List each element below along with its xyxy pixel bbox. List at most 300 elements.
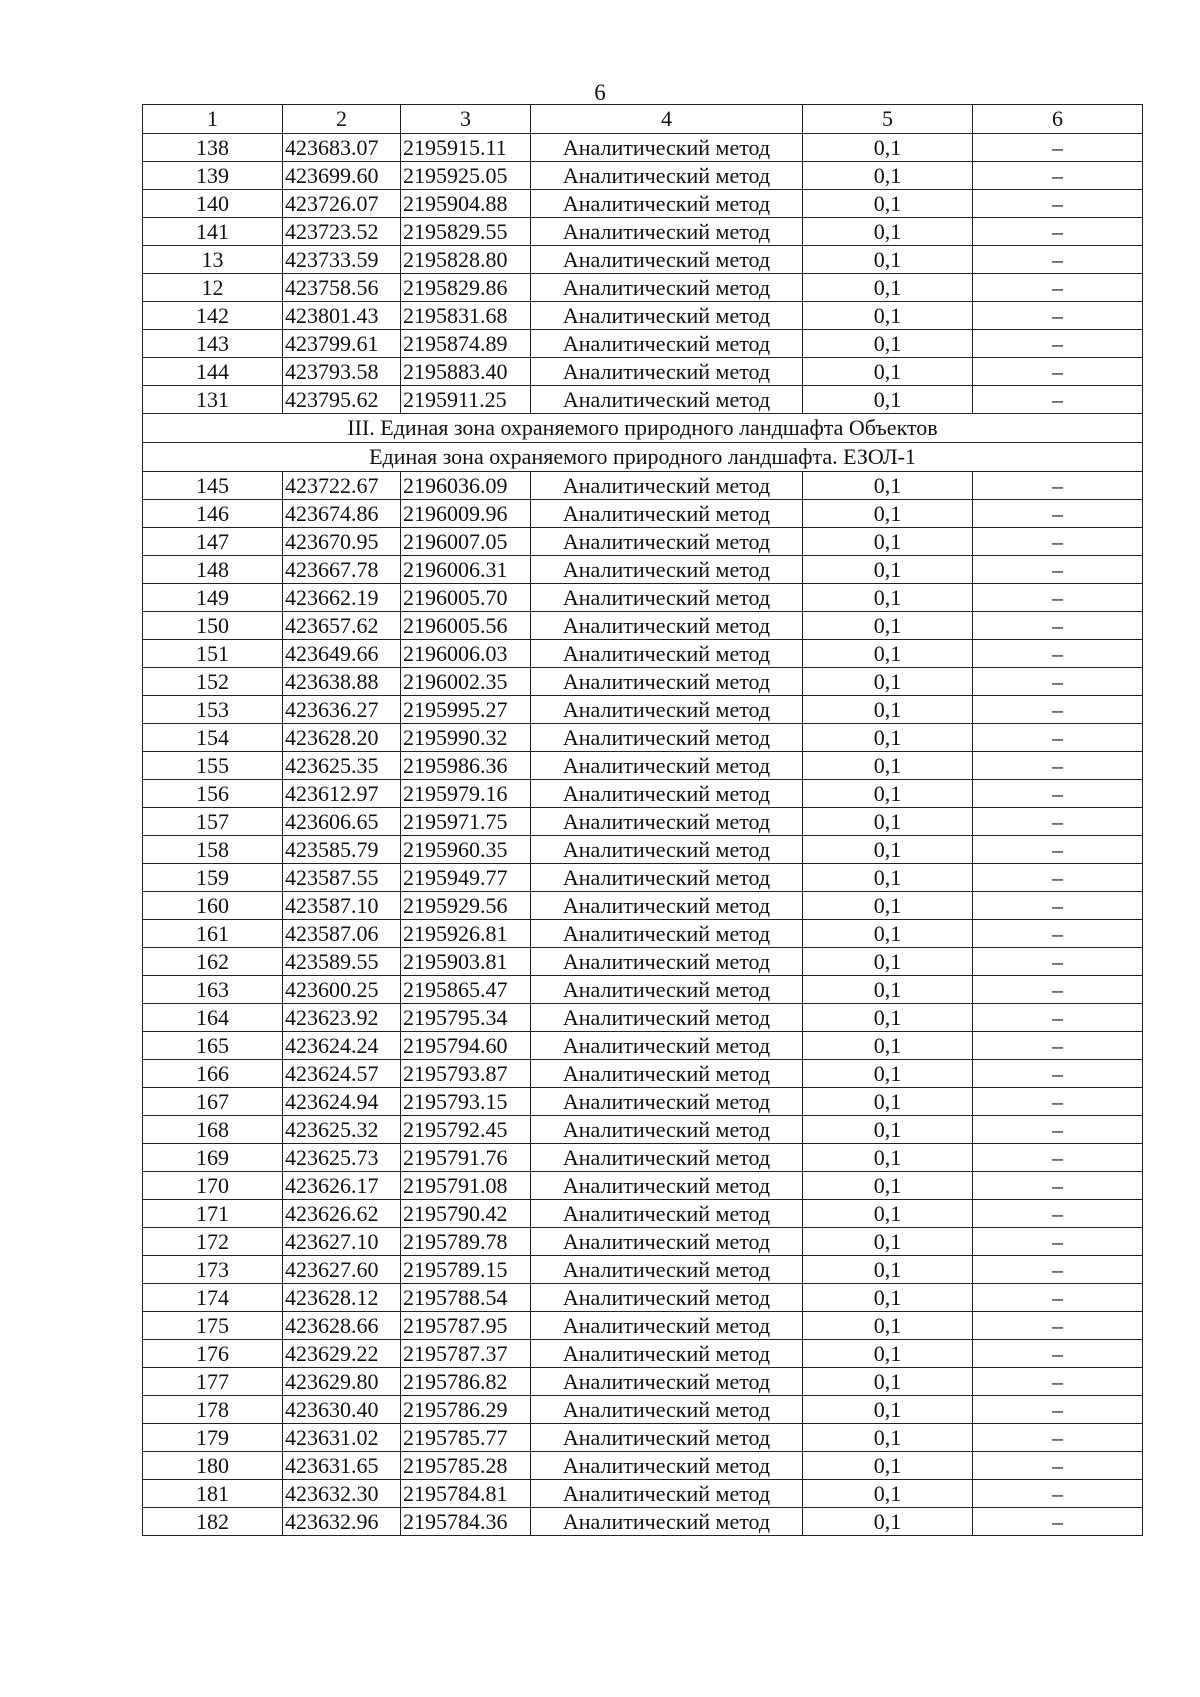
column-header-3: 3 bbox=[401, 105, 531, 134]
x-coordinate-cell: 423589.55 bbox=[283, 948, 401, 976]
x-coordinate-cell: 423726.07 bbox=[283, 190, 401, 218]
column-header-5: 5 bbox=[803, 105, 973, 134]
x-coordinate-cell: 423612.97 bbox=[283, 780, 401, 808]
note-cell: – bbox=[973, 836, 1143, 864]
y-coordinate-cell: 2195793.87 bbox=[401, 1060, 531, 1088]
note-cell: – bbox=[973, 1424, 1143, 1452]
y-coordinate-cell: 2195793.15 bbox=[401, 1088, 531, 1116]
table-row bbox=[143, 1452, 1143, 1480]
note-cell: – bbox=[973, 976, 1143, 1004]
x-coordinate-cell: 423683.07 bbox=[283, 134, 401, 162]
y-coordinate-cell: 2195792.45 bbox=[401, 1116, 531, 1144]
x-coordinate-cell: 423699.60 bbox=[283, 162, 401, 190]
y-coordinate-cell: 2195829.86 bbox=[401, 274, 531, 302]
x-coordinate-cell: 423624.57 bbox=[283, 1060, 401, 1088]
note-cell: – bbox=[973, 274, 1143, 302]
note-cell: – bbox=[973, 500, 1143, 528]
y-coordinate-cell: 2195785.28 bbox=[401, 1452, 531, 1480]
x-coordinate-cell: 423606.65 bbox=[283, 808, 401, 836]
method-cell: Аналитический метод bbox=[531, 1480, 803, 1508]
x-coordinate-cell: 423733.59 bbox=[283, 246, 401, 274]
note-cell: – bbox=[973, 1144, 1143, 1172]
method-cell: Аналитический метод bbox=[531, 330, 803, 358]
table-row bbox=[143, 274, 1143, 302]
y-coordinate-cell: 2195784.36 bbox=[401, 1508, 531, 1536]
y-coordinate-cell: 2195883.40 bbox=[401, 358, 531, 386]
method-cell: Аналитический метод bbox=[531, 1004, 803, 1032]
note-cell: – bbox=[973, 134, 1143, 162]
note-cell: – bbox=[973, 472, 1143, 500]
point-number-cell: 160 bbox=[143, 892, 283, 920]
table-row bbox=[143, 1284, 1143, 1312]
point-number-cell: 175 bbox=[143, 1312, 283, 1340]
method-cell: Аналитический метод bbox=[531, 246, 803, 274]
y-coordinate-cell: 2195831.68 bbox=[401, 302, 531, 330]
accuracy-cell: 0,1 bbox=[803, 724, 973, 752]
table-row bbox=[143, 668, 1143, 696]
table-row bbox=[143, 162, 1143, 190]
method-cell: Аналитический метод bbox=[531, 780, 803, 808]
note-cell: – bbox=[973, 752, 1143, 780]
note-cell: – bbox=[973, 190, 1143, 218]
point-number-cell: 171 bbox=[143, 1200, 283, 1228]
table-row bbox=[143, 696, 1143, 724]
x-coordinate-cell: 423632.96 bbox=[283, 1508, 401, 1536]
point-number-cell: 158 bbox=[143, 836, 283, 864]
table-row bbox=[143, 1256, 1143, 1284]
table-row bbox=[143, 134, 1143, 162]
x-coordinate-cell: 423670.95 bbox=[283, 528, 401, 556]
table-row bbox=[143, 1508, 1143, 1536]
x-coordinate-cell: 423630.40 bbox=[283, 1396, 401, 1424]
column-header-2: 2 bbox=[283, 105, 401, 134]
y-coordinate-cell: 2195960.35 bbox=[401, 836, 531, 864]
method-cell: Аналитический метод bbox=[531, 1396, 803, 1424]
method-cell: Аналитический метод bbox=[531, 556, 803, 584]
table-row bbox=[143, 190, 1143, 218]
note-cell: – bbox=[973, 302, 1143, 330]
y-coordinate-cell: 2196009.96 bbox=[401, 500, 531, 528]
method-cell: Аналитический метод bbox=[531, 1088, 803, 1116]
accuracy-cell: 0,1 bbox=[803, 1088, 973, 1116]
point-number-cell: 180 bbox=[143, 1452, 283, 1480]
table-row bbox=[143, 246, 1143, 274]
accuracy-cell: 0,1 bbox=[803, 612, 973, 640]
method-cell: Аналитический метод bbox=[531, 948, 803, 976]
y-coordinate-cell: 2195949.77 bbox=[401, 864, 531, 892]
y-coordinate-cell: 2195926.81 bbox=[401, 920, 531, 948]
table-row bbox=[143, 1368, 1143, 1396]
point-number-cell: 144 bbox=[143, 358, 283, 386]
y-coordinate-cell: 2195788.54 bbox=[401, 1284, 531, 1312]
table-row bbox=[143, 302, 1143, 330]
note-cell: – bbox=[973, 1256, 1143, 1284]
accuracy-cell: 0,1 bbox=[803, 1172, 973, 1200]
table-row bbox=[143, 976, 1143, 1004]
y-coordinate-cell: 2196005.70 bbox=[401, 584, 531, 612]
table-row bbox=[143, 1200, 1143, 1228]
table-row bbox=[143, 1228, 1143, 1256]
point-number-cell: 166 bbox=[143, 1060, 283, 1088]
note-cell: – bbox=[973, 556, 1143, 584]
point-number-cell: 150 bbox=[143, 612, 283, 640]
accuracy-cell: 0,1 bbox=[803, 1032, 973, 1060]
table-row bbox=[143, 836, 1143, 864]
x-coordinate-cell: 423600.25 bbox=[283, 976, 401, 1004]
method-cell: Аналитический метод bbox=[531, 1228, 803, 1256]
y-coordinate-cell: 2195865.47 bbox=[401, 976, 531, 1004]
point-number-cell: 146 bbox=[143, 500, 283, 528]
accuracy-cell: 0,1 bbox=[803, 1508, 973, 1536]
y-coordinate-cell: 2195995.27 bbox=[401, 696, 531, 724]
point-number-cell: 173 bbox=[143, 1256, 283, 1284]
note-cell: – bbox=[973, 386, 1143, 414]
x-coordinate-cell: 423628.12 bbox=[283, 1284, 401, 1312]
accuracy-cell: 0,1 bbox=[803, 640, 973, 668]
method-cell: Аналитический метод bbox=[531, 1368, 803, 1396]
method-cell: Аналитический метод bbox=[531, 1452, 803, 1480]
y-coordinate-cell: 2195911.25 bbox=[401, 386, 531, 414]
note-cell: – bbox=[973, 1284, 1143, 1312]
method-cell: Аналитический метод bbox=[531, 808, 803, 836]
point-number-cell: 12 bbox=[143, 274, 283, 302]
method-cell: Аналитический метод bbox=[531, 218, 803, 246]
x-coordinate-cell: 423629.22 bbox=[283, 1340, 401, 1368]
table-row bbox=[143, 892, 1143, 920]
table-row bbox=[143, 864, 1143, 892]
y-coordinate-cell: 2196002.35 bbox=[401, 668, 531, 696]
point-number-cell: 179 bbox=[143, 1424, 283, 1452]
method-cell: Аналитический метод bbox=[531, 302, 803, 330]
x-coordinate-cell: 423801.43 bbox=[283, 302, 401, 330]
x-coordinate-cell: 423587.10 bbox=[283, 892, 401, 920]
note-cell: – bbox=[973, 584, 1143, 612]
y-coordinate-cell: 2195829.55 bbox=[401, 218, 531, 246]
note-cell: – bbox=[973, 640, 1143, 668]
note-cell: – bbox=[973, 920, 1143, 948]
method-cell: Аналитический метод bbox=[531, 752, 803, 780]
point-number-cell: 178 bbox=[143, 1396, 283, 1424]
point-number-cell: 165 bbox=[143, 1032, 283, 1060]
y-coordinate-cell: 2195785.77 bbox=[401, 1424, 531, 1452]
method-cell: Аналитический метод bbox=[531, 500, 803, 528]
method-cell: Аналитический метод bbox=[531, 612, 803, 640]
accuracy-cell: 0,1 bbox=[803, 190, 973, 218]
accuracy-cell: 0,1 bbox=[803, 302, 973, 330]
note-cell: – bbox=[973, 780, 1143, 808]
point-number-cell: 153 bbox=[143, 696, 283, 724]
y-coordinate-cell: 2195915.11 bbox=[401, 134, 531, 162]
table-row bbox=[143, 472, 1143, 500]
accuracy-cell: 0,1 bbox=[803, 1144, 973, 1172]
accuracy-cell: 0,1 bbox=[803, 1312, 973, 1340]
method-cell: Аналитический метод bbox=[531, 640, 803, 668]
table-row bbox=[143, 1032, 1143, 1060]
note-cell: – bbox=[973, 668, 1143, 696]
point-number-cell: 163 bbox=[143, 976, 283, 1004]
y-coordinate-cell: 2195903.81 bbox=[401, 948, 531, 976]
note-cell: – bbox=[973, 1452, 1143, 1480]
table-row bbox=[143, 808, 1143, 836]
note-cell: – bbox=[973, 246, 1143, 274]
x-coordinate-cell: 423799.61 bbox=[283, 330, 401, 358]
accuracy-cell: 0,1 bbox=[803, 1368, 973, 1396]
y-coordinate-cell: 2195828.80 bbox=[401, 246, 531, 274]
accuracy-cell: 0,1 bbox=[803, 386, 973, 414]
y-coordinate-cell: 2195786.29 bbox=[401, 1396, 531, 1424]
subsection-title-row bbox=[143, 443, 1143, 472]
note-cell: – bbox=[973, 864, 1143, 892]
note-cell: – bbox=[973, 1368, 1143, 1396]
x-coordinate-cell: 423585.79 bbox=[283, 836, 401, 864]
method-cell: Аналитический метод bbox=[531, 1284, 803, 1312]
x-coordinate-cell: 423723.52 bbox=[283, 218, 401, 246]
column-header-1: 1 bbox=[143, 105, 283, 134]
point-number-cell: 172 bbox=[143, 1228, 283, 1256]
point-number-cell: 138 bbox=[143, 134, 283, 162]
table-row bbox=[143, 1116, 1143, 1144]
x-coordinate-cell: 423667.78 bbox=[283, 556, 401, 584]
y-coordinate-cell: 2195787.95 bbox=[401, 1312, 531, 1340]
method-cell: Аналитический метод bbox=[531, 1424, 803, 1452]
y-coordinate-cell: 2195929.56 bbox=[401, 892, 531, 920]
accuracy-cell: 0,1 bbox=[803, 1116, 973, 1144]
x-coordinate-cell: 423587.55 bbox=[283, 864, 401, 892]
x-coordinate-cell: 423662.19 bbox=[283, 584, 401, 612]
accuracy-cell: 0,1 bbox=[803, 668, 973, 696]
y-coordinate-cell: 2195789.78 bbox=[401, 1228, 531, 1256]
point-number-cell: 168 bbox=[143, 1116, 283, 1144]
y-coordinate-cell: 2195786.82 bbox=[401, 1368, 531, 1396]
point-number-cell: 141 bbox=[143, 218, 283, 246]
table-row bbox=[143, 330, 1143, 358]
accuracy-cell: 0,1 bbox=[803, 528, 973, 556]
point-number-cell: 142 bbox=[143, 302, 283, 330]
accuracy-cell: 0,1 bbox=[803, 948, 973, 976]
method-cell: Аналитический метод bbox=[531, 864, 803, 892]
y-coordinate-cell: 2195784.81 bbox=[401, 1480, 531, 1508]
coordinates-table bbox=[142, 104, 1143, 1536]
accuracy-cell: 0,1 bbox=[803, 246, 973, 274]
table-row bbox=[143, 218, 1143, 246]
table-row bbox=[143, 780, 1143, 808]
note-cell: – bbox=[973, 1060, 1143, 1088]
note-cell: – bbox=[973, 528, 1143, 556]
method-cell: Аналитический метод bbox=[531, 528, 803, 556]
method-cell: Аналитический метод bbox=[531, 584, 803, 612]
y-coordinate-cell: 2195990.32 bbox=[401, 724, 531, 752]
point-number-cell: 174 bbox=[143, 1284, 283, 1312]
accuracy-cell: 0,1 bbox=[803, 1200, 973, 1228]
table-body bbox=[143, 105, 1143, 1536]
point-number-cell: 159 bbox=[143, 864, 283, 892]
accuracy-cell: 0,1 bbox=[803, 1228, 973, 1256]
x-coordinate-cell: 423623.92 bbox=[283, 1004, 401, 1032]
method-cell: Аналитический метод bbox=[531, 1340, 803, 1368]
accuracy-cell: 0,1 bbox=[803, 218, 973, 246]
point-number-cell: 182 bbox=[143, 1508, 283, 1536]
accuracy-cell: 0,1 bbox=[803, 808, 973, 836]
x-coordinate-cell: 423587.06 bbox=[283, 920, 401, 948]
point-number-cell: 155 bbox=[143, 752, 283, 780]
method-cell: Аналитический метод bbox=[531, 1200, 803, 1228]
accuracy-cell: 0,1 bbox=[803, 1480, 973, 1508]
x-coordinate-cell: 423722.67 bbox=[283, 472, 401, 500]
x-coordinate-cell: 423626.17 bbox=[283, 1172, 401, 1200]
note-cell: – bbox=[973, 948, 1143, 976]
table-row bbox=[143, 1312, 1143, 1340]
table-row bbox=[143, 1480, 1143, 1508]
method-cell: Аналитический метод bbox=[531, 1060, 803, 1088]
table-row bbox=[143, 1172, 1143, 1200]
point-number-cell: 140 bbox=[143, 190, 283, 218]
point-number-cell: 151 bbox=[143, 640, 283, 668]
column-header-6: 6 bbox=[973, 105, 1143, 134]
table-row bbox=[143, 752, 1143, 780]
method-cell: Аналитический метод bbox=[531, 1256, 803, 1284]
point-number-cell: 169 bbox=[143, 1144, 283, 1172]
note-cell: – bbox=[973, 218, 1143, 246]
table-row bbox=[143, 386, 1143, 414]
table-row bbox=[143, 556, 1143, 584]
y-coordinate-cell: 2195904.88 bbox=[401, 190, 531, 218]
method-cell: Аналитический метод bbox=[531, 976, 803, 1004]
accuracy-cell: 0,1 bbox=[803, 274, 973, 302]
table-row bbox=[143, 1060, 1143, 1088]
x-coordinate-cell: 423625.73 bbox=[283, 1144, 401, 1172]
point-number-cell: 143 bbox=[143, 330, 283, 358]
y-coordinate-cell: 2195794.60 bbox=[401, 1032, 531, 1060]
accuracy-cell: 0,1 bbox=[803, 1424, 973, 1452]
table-row bbox=[143, 948, 1143, 976]
method-cell: Аналитический метод bbox=[531, 1032, 803, 1060]
x-coordinate-cell: 423649.66 bbox=[283, 640, 401, 668]
section-title: III. Единая зона охраняемого природного ландшафта Объектов bbox=[143, 414, 1143, 443]
accuracy-cell: 0,1 bbox=[803, 920, 973, 948]
point-number-cell: 145 bbox=[143, 472, 283, 500]
x-coordinate-cell: 423624.94 bbox=[283, 1088, 401, 1116]
point-number-cell: 162 bbox=[143, 948, 283, 976]
table-row bbox=[143, 528, 1143, 556]
note-cell: – bbox=[973, 1508, 1143, 1536]
y-coordinate-cell: 2195790.42 bbox=[401, 1200, 531, 1228]
note-cell: – bbox=[973, 1228, 1143, 1256]
table-row bbox=[143, 1004, 1143, 1032]
x-coordinate-cell: 423632.30 bbox=[283, 1480, 401, 1508]
x-coordinate-cell: 423631.02 bbox=[283, 1424, 401, 1452]
note-cell: – bbox=[973, 1032, 1143, 1060]
accuracy-cell: 0,1 bbox=[803, 556, 973, 584]
note-cell: – bbox=[973, 1480, 1143, 1508]
y-coordinate-cell: 2195791.08 bbox=[401, 1172, 531, 1200]
method-cell: Аналитический метод bbox=[531, 668, 803, 696]
section-title-row bbox=[143, 414, 1143, 443]
x-coordinate-cell: 423638.88 bbox=[283, 668, 401, 696]
method-cell: Аналитический метод bbox=[531, 162, 803, 190]
accuracy-cell: 0,1 bbox=[803, 162, 973, 190]
accuracy-cell: 0,1 bbox=[803, 780, 973, 808]
note-cell: – bbox=[973, 1200, 1143, 1228]
y-coordinate-cell: 2195791.76 bbox=[401, 1144, 531, 1172]
y-coordinate-cell: 2196005.56 bbox=[401, 612, 531, 640]
x-coordinate-cell: 423636.27 bbox=[283, 696, 401, 724]
accuracy-cell: 0,1 bbox=[803, 1060, 973, 1088]
method-cell: Аналитический метод bbox=[531, 386, 803, 414]
method-cell: Аналитический метод bbox=[531, 892, 803, 920]
accuracy-cell: 0,1 bbox=[803, 358, 973, 386]
y-coordinate-cell: 2195979.16 bbox=[401, 780, 531, 808]
x-coordinate-cell: 423795.62 bbox=[283, 386, 401, 414]
point-number-cell: 149 bbox=[143, 584, 283, 612]
y-coordinate-cell: 2195925.05 bbox=[401, 162, 531, 190]
method-cell: Аналитический метод bbox=[531, 1116, 803, 1144]
point-number-cell: 152 bbox=[143, 668, 283, 696]
note-cell: – bbox=[973, 1396, 1143, 1424]
point-number-cell: 164 bbox=[143, 1004, 283, 1032]
point-number-cell: 161 bbox=[143, 920, 283, 948]
table-header-row bbox=[143, 105, 1143, 134]
y-coordinate-cell: 2196036.09 bbox=[401, 472, 531, 500]
method-cell: Аналитический метод bbox=[531, 358, 803, 386]
note-cell: – bbox=[973, 696, 1143, 724]
point-number-cell: 156 bbox=[143, 780, 283, 808]
table-row bbox=[143, 500, 1143, 528]
note-cell: – bbox=[973, 1312, 1143, 1340]
x-coordinate-cell: 423628.66 bbox=[283, 1312, 401, 1340]
point-number-cell: 181 bbox=[143, 1480, 283, 1508]
x-coordinate-cell: 423625.35 bbox=[283, 752, 401, 780]
x-coordinate-cell: 423625.32 bbox=[283, 1116, 401, 1144]
accuracy-cell: 0,1 bbox=[803, 134, 973, 162]
note-cell: – bbox=[973, 1088, 1143, 1116]
point-number-cell: 139 bbox=[143, 162, 283, 190]
x-coordinate-cell: 423793.58 bbox=[283, 358, 401, 386]
accuracy-cell: 0,1 bbox=[803, 330, 973, 358]
note-cell: – bbox=[973, 1116, 1143, 1144]
y-coordinate-cell: 2196006.03 bbox=[401, 640, 531, 668]
subsection-title: Единая зона охраняемого природного ландшафта. ЕЗОЛ-1 bbox=[143, 443, 1143, 472]
note-cell: – bbox=[973, 358, 1143, 386]
table-row bbox=[143, 584, 1143, 612]
accuracy-cell: 0,1 bbox=[803, 1004, 973, 1032]
accuracy-cell: 0,1 bbox=[803, 864, 973, 892]
accuracy-cell: 0,1 bbox=[803, 1340, 973, 1368]
method-cell: Аналитический метод bbox=[531, 472, 803, 500]
table-row bbox=[143, 358, 1143, 386]
x-coordinate-cell: 423674.86 bbox=[283, 500, 401, 528]
y-coordinate-cell: 2196007.05 bbox=[401, 528, 531, 556]
note-cell: – bbox=[973, 162, 1143, 190]
note-cell: – bbox=[973, 808, 1143, 836]
note-cell: – bbox=[973, 1172, 1143, 1200]
x-coordinate-cell: 423657.62 bbox=[283, 612, 401, 640]
note-cell: – bbox=[973, 892, 1143, 920]
method-cell: Аналитический метод bbox=[531, 724, 803, 752]
method-cell: Аналитический метод bbox=[531, 696, 803, 724]
table-row bbox=[143, 1396, 1143, 1424]
method-cell: Аналитический метод bbox=[531, 836, 803, 864]
y-coordinate-cell: 2195789.15 bbox=[401, 1256, 531, 1284]
x-coordinate-cell: 423629.80 bbox=[283, 1368, 401, 1396]
column-header-4: 4 bbox=[531, 105, 803, 134]
table-row bbox=[143, 1144, 1143, 1172]
accuracy-cell: 0,1 bbox=[803, 1256, 973, 1284]
table-row bbox=[143, 1340, 1143, 1368]
note-cell: – bbox=[973, 612, 1143, 640]
accuracy-cell: 0,1 bbox=[803, 1452, 973, 1480]
x-coordinate-cell: 423631.65 bbox=[283, 1452, 401, 1480]
note-cell: – bbox=[973, 1340, 1143, 1368]
